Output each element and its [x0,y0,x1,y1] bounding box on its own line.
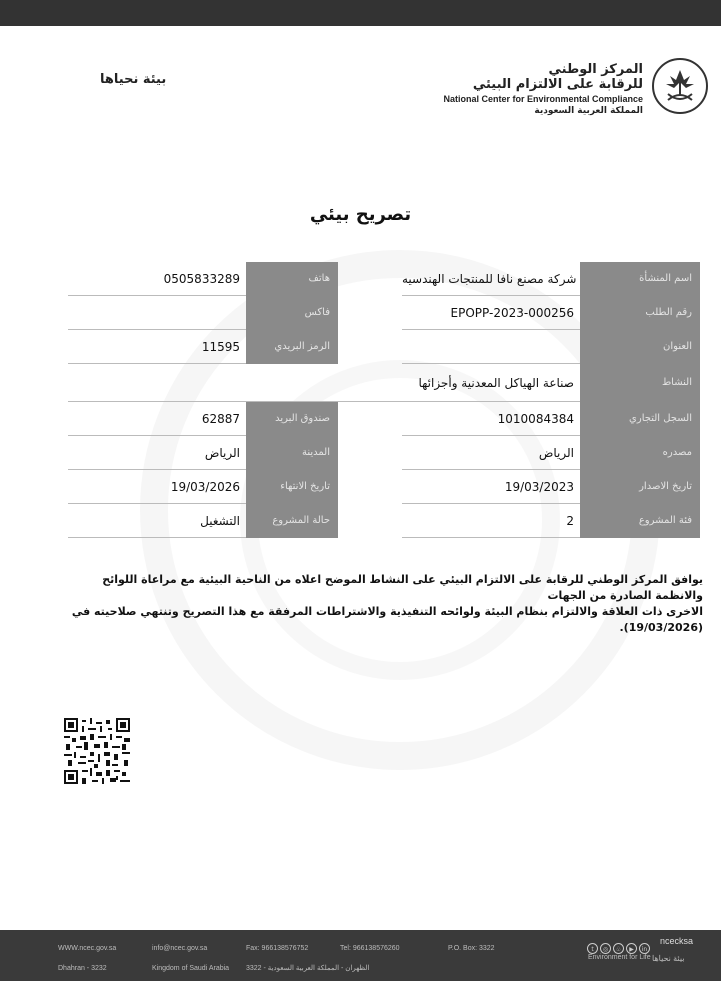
footer-tel: Tel: 966138576260 [340,945,400,952]
postal-code-label: الرمز البريدي [246,330,338,364]
activity-value: صناعة الهياكل المعدنية وأجزائها [68,364,580,402]
category-value: 2 [402,504,580,538]
instagram-icon[interactable]: ◎ [600,943,611,954]
facility-name-label: اسم المنشأة [580,262,700,296]
footer-pobox: P.O. Box: 3322 [448,945,495,952]
approval-statement [63,572,703,636]
city-value: الرياض [68,436,246,470]
fax-label: فاكس [246,296,338,330]
issue-date-value: 19/03/2023 [402,470,580,504]
footer-country: Kingdom of Saudi Arabia [152,965,230,972]
slogan: بيئة نحياها [100,72,167,87]
expiry-date-value: 19/03/2026 [68,470,246,504]
footer-address-ar: 3322 - الظهران - المملكة العربية السعودية [246,965,370,972]
linkedin-icon[interactable]: in [639,943,650,954]
request-no-value: EPOPP-2023-000256 [402,296,580,330]
issue-date-label: تاريخ الاصدار [580,470,700,504]
footer-tagline-ar: بيئة نحياها [652,954,685,963]
footer-email[interactable]: info@ncec.gov.sa [152,945,208,952]
pobox-value: 62887 [68,402,246,436]
request-no-label: رقم الطلب [580,296,700,330]
category-label: فئة المشروع [580,504,700,538]
org-country-ar: المملكة العربية السعودية [534,106,643,116]
fax-value [68,296,246,330]
snapchat-icon[interactable]: ♧ [613,943,624,954]
activity-label: النشاط [580,364,700,402]
postal-code-value: 11595 [68,330,246,364]
footer [0,930,721,981]
source-value: الرياض [402,436,580,470]
pobox-label: صندوق البريد [246,402,338,436]
qr-code-icon [64,718,130,784]
top-bar [0,0,721,26]
project-status-value: التشغيل [68,504,246,538]
org-name-ar-sub: للرقابة على الالتزام البيئي [472,77,643,92]
statement-line-2: الاخرى ذات العلاقة والالتزام بنظام البيئة ولوائحه التنفيذية والاشتراطات المرفقة مع هذا التصريح وتنتهي صلاحيته في (19/03/2026). [71,605,703,634]
page-title: تصريح بيئي [309,204,412,225]
expiry-date-label: تاريخ الانتهاء [246,470,338,504]
footer-tagline-en: Environment for Life [588,954,651,961]
youtube-icon[interactable]: ▶ [626,943,637,954]
facility-name-value: شركة مصنع نافا للمنتجات الهندسيه [402,262,580,296]
cr-value: 1010084384 [402,402,580,436]
address-label: العنوان [580,330,700,364]
phone-value: 0505833289 [68,262,246,296]
cr-label: السجل التجاري [580,402,700,436]
org-name-ar: المركز الوطني [548,62,643,77]
phone-label: هاتف [246,262,338,296]
source-label: مصدره [580,436,700,470]
social-handle: nceсksa [660,936,694,946]
address-value [402,330,580,364]
footer-website[interactable]: WWW.ncec.gov.sa [58,945,117,952]
city-label: المدينة [246,436,338,470]
twitter-icon[interactable]: t [587,943,598,954]
org-name-en: National Center for Environmental Compliance [443,94,643,104]
emblem-icon [652,58,708,114]
footer-fax: Fax: 966138576752 [246,945,309,952]
footer-city: Dhahran - 3232 [58,965,107,972]
project-status-label: حالة المشروع [246,504,338,538]
social-links [587,936,652,953]
statement-line-1: يوافق المركز الوطني للرقابة على الالتزام البيئي على النشاط الموضح اعلاه من الناحية البيئية مع مراعاة اللوائح والانظمة الصادرة من الجهات [102,573,703,602]
